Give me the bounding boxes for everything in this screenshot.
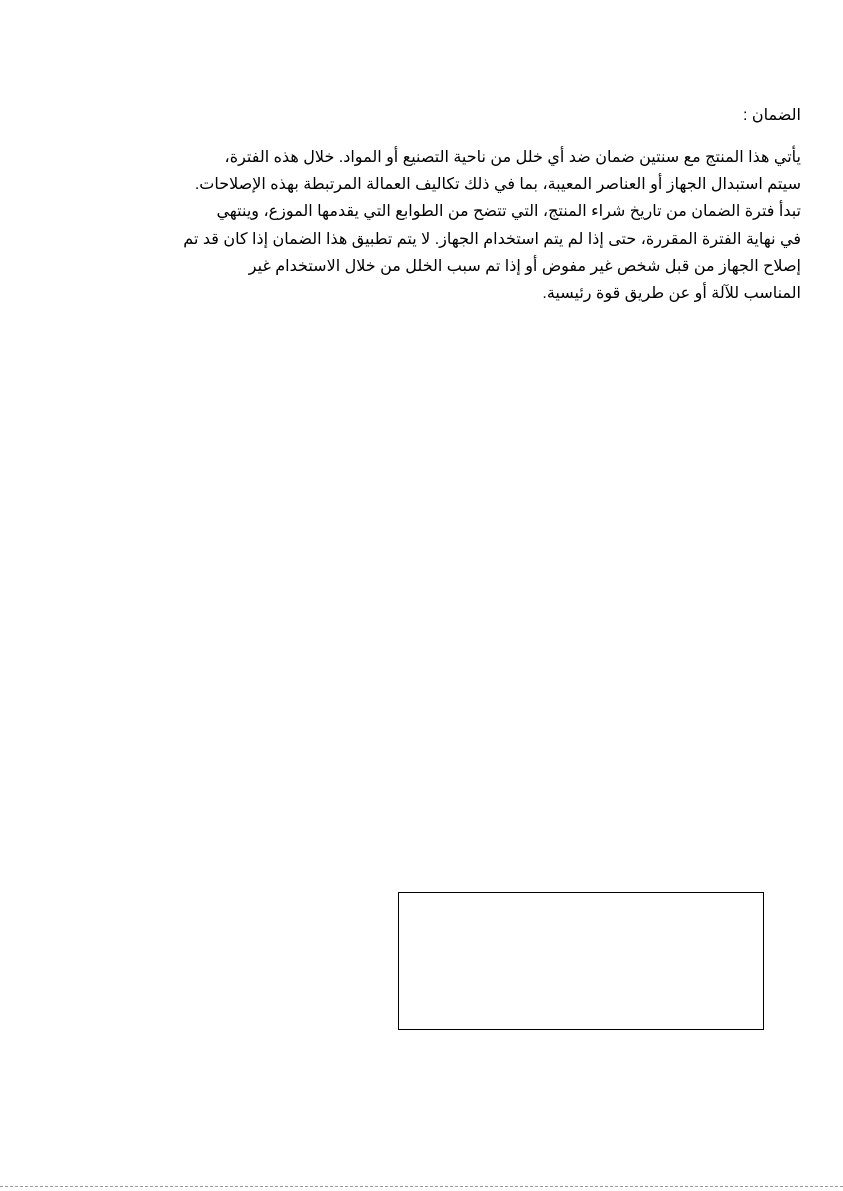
warranty-paragraph (141, 144, 801, 307)
paragraph-line: المناسب للآلة أو عن طريق قوة رئيسية. (542, 285, 801, 303)
paragraph-line: إصلاح الجهاز من قبل شخص غير مفوض أو إذا تم سبب الخلل من خلال الاستخدام غير (248, 257, 801, 275)
page-bottom-rule (0, 1186, 843, 1187)
warranty-heading: الضمان : (743, 107, 801, 124)
paragraph-line: في نهاية الفترة المقررة، حتى إذا لم يتم استخدام الجهاز. لا يتم تطبيق هذا الضمان إذا كان قد تم (183, 230, 801, 248)
distributor-stamp-box (398, 892, 764, 1030)
paragraph-line: سيتم استبدال الجهاز أو العناصر المعيبة، بما في ذلك تكاليف العمالة المرتبطة بهذه الإصلاحات. (194, 176, 801, 194)
paragraph-line: تبدأ فترة الضمان من تاريخ شراء المنتج، التي تتضح من الطوابع التي يقدمها الموزع، وينتهي (216, 203, 801, 221)
paragraph-line: يأتي هذا المنتج مع سنتين ضمان ضد أي خلل من ناحية التصنيع أو المواد. خلال هذه الفترة، (224, 149, 801, 166)
